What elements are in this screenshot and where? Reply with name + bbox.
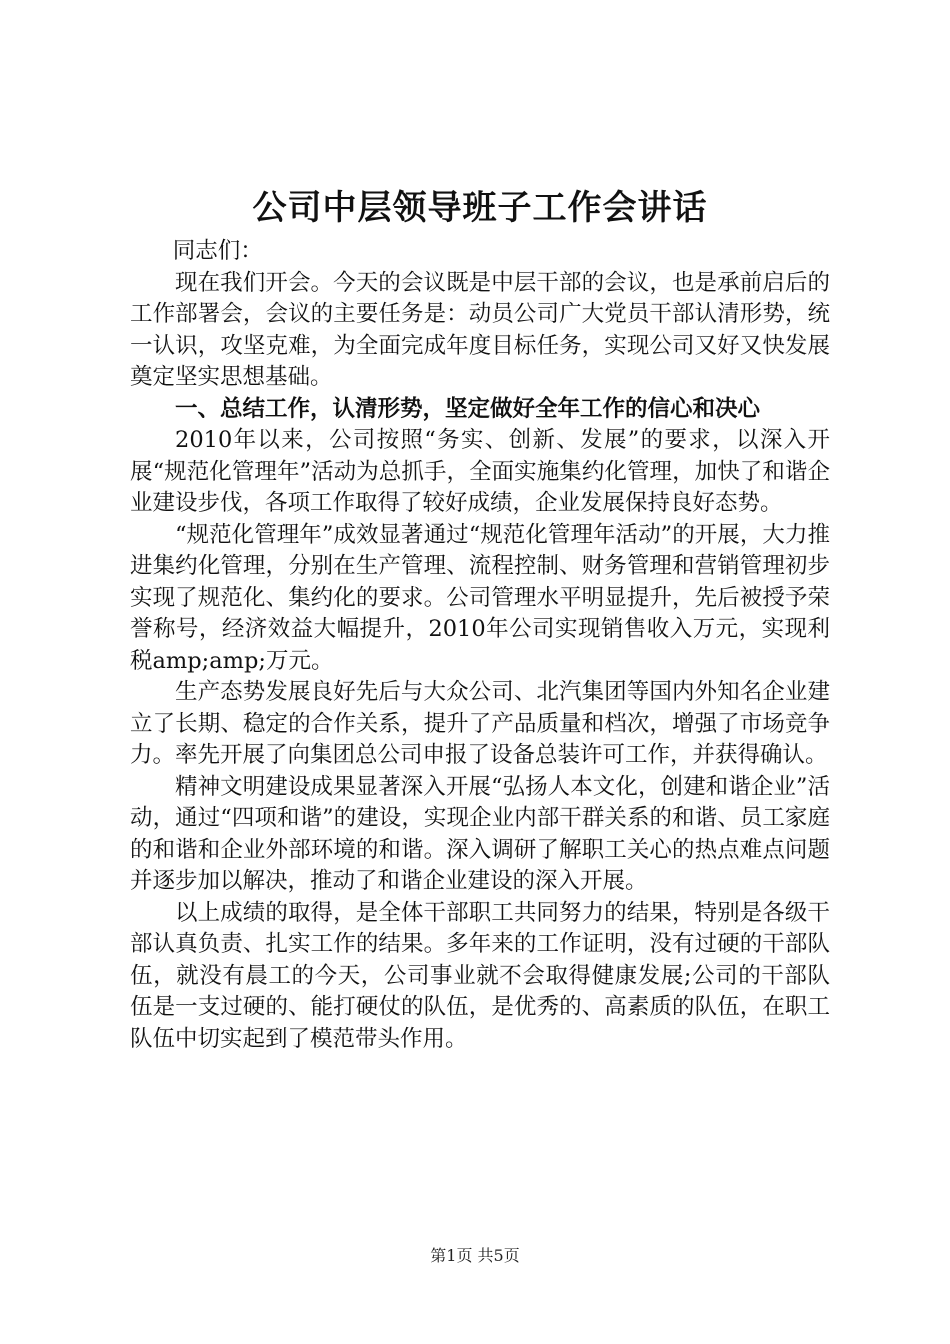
section-paragraph-1: 2010年以来，公司按照“务实、创新、发展”的要求，以深入开展“规范化管理年”活动为总抓手，全面实施集约化管理，加快了和谐企业建设步伐，各项工作取得了较好成绩，企业发展保持良好态势。 <box>130 427 830 516</box>
section-heading: 一、总结工作，认清形势，坚定做好全年工作的信心和决心 <box>175 395 761 422</box>
section-paragraph-2: “规范化管理年”成效显著通过“规范化管理年活动”的开展，大力推进集约化管理，分别在生产管理、流程控制、财务管理和营销管理初步实现了规范化、集约化的要求。公司管理水平明显提升，先后被授予荣誉称号，经济效益大幅提升，2010年公司实现销售收入万元，实现利税amp;amp;万元。 <box>130 521 830 674</box>
document-body <box>130 236 830 1055</box>
intro-paragraph: 现在我们开会。今天的会议既是中层干部的会议，也是承前启后的工作部署会，会议的主要任务是：动员公司广大党员干部认清形势，统一认识，攻坚克难，为全面完成年度目标任务，实现公司又好又快发展奠定坚实思想基础。 <box>130 269 830 390</box>
section-paragraph-4: 精神文明建设成果显著深入开展“弘扬人本文化，创建和谐企业”活动，通过“四项和谐”的建设，实现企业内部干群关系的和谐、员工家庭的和谐和企业外部环境的和谐。深入调研了解职工关心的热点难点问题并逐步加以解决，推动了和谐企业建设的深入开展。 <box>130 773 830 894</box>
document-title: 公司中层领导班子工作会讲话 <box>252 188 708 228</box>
section-paragraph-3: 生产态势发展良好先后与大众公司、北汽集团等国内外知名企业建立了长期、稳定的合作关系，提升了产品质量和档次，增强了市场竞争力。率先开展了向集团总公司申报了设备总装许可工作，并获得确认。 <box>130 679 830 768</box>
greeting-line: 同志们： <box>172 238 263 264</box>
page-footer: 第1页 共5页 <box>430 1246 520 1265</box>
section-paragraph-5: 以上成绩的取得，是全体干部职工共同努力的结果，特别是各级干部认真负责、扎实工作的结果。多年来的工作证明，没有过硬的干部队伍，就没有晨工的今天，公司事业就不会取得健康发展;公司的干部队伍是一支过硬的、能打硬仗的队伍，是优秀的、高素质的队伍，在职工队伍中切实起到了模范带头作用。 <box>130 899 830 1052</box>
